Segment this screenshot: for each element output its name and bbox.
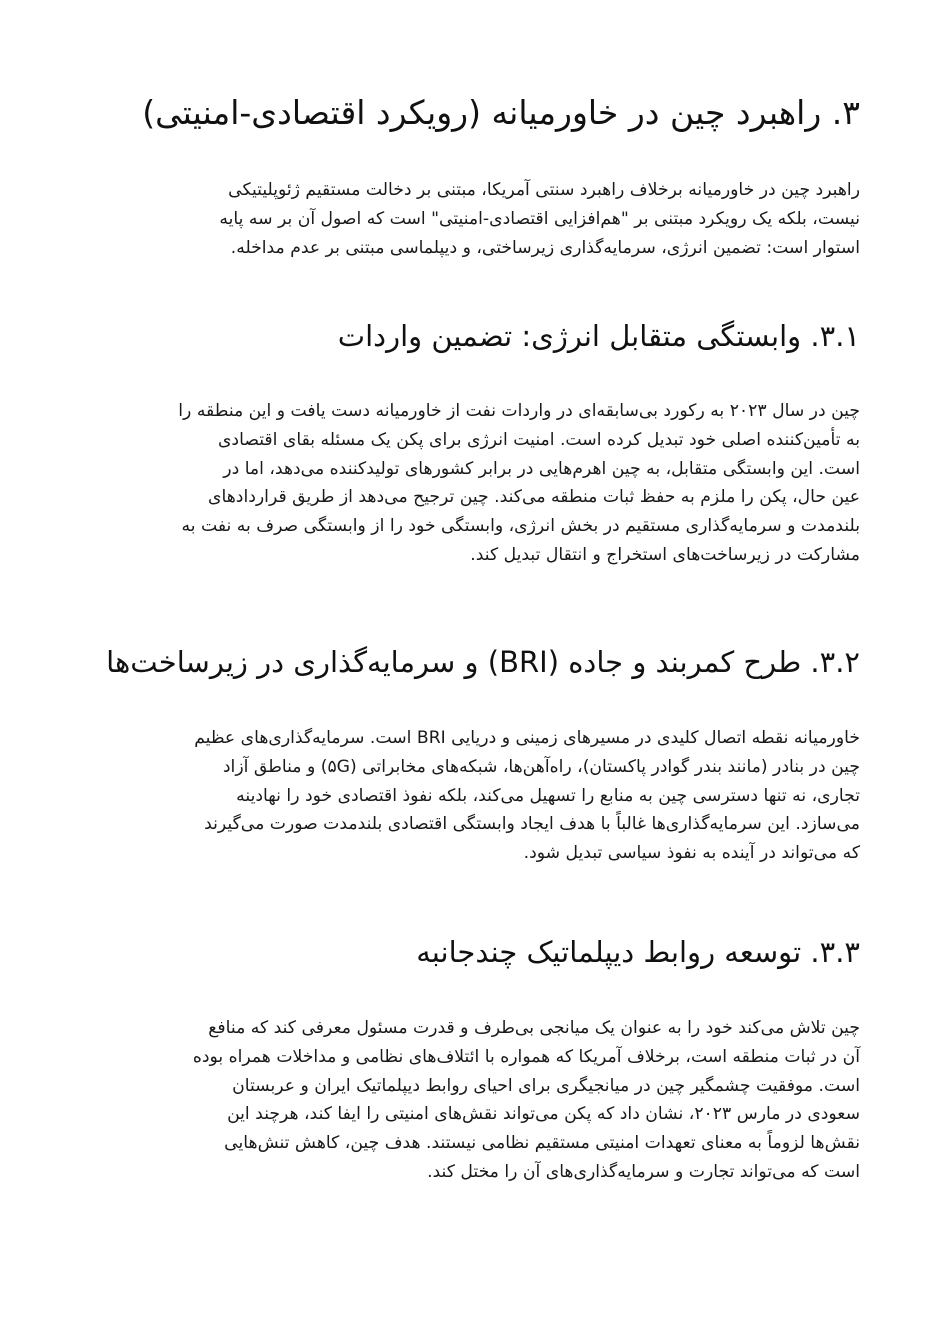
paragraph-line: می‌سازد. این سرمایه‌گذاری‌ها غالباً با هدف ایجاد وابستگی اقتصادی بلندمدت صورت می‌گیرند: [204, 814, 860, 835]
paragraph-line: عین حال، پکن را ملزم به حفظ ثبات منطقه می‌کند. چین ترجیح می‌دهد از طریق قراردادهای: [208, 487, 860, 508]
paragraph-line: آن در ثبات منطقه است، برخلاف آمریکا که همواره با ائتلاف‌های نظامی و مداخلات همراه بوده: [192, 1046, 860, 1067]
paragraph-line: سعودی در مارس ۲۰۲۳، نشان داد که پکن می‌تواند نقش‌های امنیتی را ایفا کند، هرچند این: [227, 1104, 860, 1125]
paragraph-line: خاورمیانه نقطه اتصال کلیدی در مسیرهای زمینی و دریایی BRI است. سرمایه‌گذاری‌های عظیم: [194, 728, 860, 748]
paragraph-line: که می‌تواند در آینده به نفوذ سیاسی تبدیل شود.: [523, 843, 860, 864]
paragraph-line: چین تلاش می‌کند خود را به عنوان یک میانجی بی‌طرف و قدرت مسئول معرفی کند که منافع: [208, 1018, 860, 1038]
paragraph-line: نقش‌ها لزوماً به معنای تعهدات امنیتی مستقیم نظامی نیستند. هدف چین، کاهش تنش‌هایی: [224, 1133, 860, 1154]
section-3-3-paragraph: [70, 1014, 860, 1187]
section-3-2-heading: ۳.۲. طرح کمربند و جاده (BRI) و سرمایه‌گذاری در زیرساخت‌ها: [106, 645, 860, 679]
paragraph-line: نیست، بلکه یک رویکرد مبتنی بر "هم‌افزایی اقتصادی-امنیتی" است که اصول آن بر سه پایه: [219, 208, 860, 229]
section-3-1-paragraph: [70, 397, 860, 570]
paragraph-line: مشارکت در زیرساخت‌های استخراج و انتقال تبدیل کند.: [470, 544, 860, 565]
paragraph-line: راهبرد چین در خاورمیانه برخلاف راهبرد سنتی آمریکا، مبتنی بر دخالت مستقیم ژئوپلیتیکی: [228, 180, 860, 200]
section-3-1-heading: ۳.۱. وابستگی متقابل انرژی: تضمین واردات: [337, 319, 860, 353]
paragraph-line: چین در بنادر (مانند بندر گوادر پاکستان)، راه‌آهن‌ها، شبکه‌های مخابراتی (۵G) و مناطق آزاد: [222, 756, 860, 777]
paragraph-line: استوار است: تضمین انرژی، سرمایه‌گذاری زیرساختی، و دیپلماسی مبتنی بر عدم مداخله.: [230, 237, 860, 258]
paragraph-line: است که می‌تواند تجارت و سرمایه‌گذاری‌های آن را مختل کند.: [427, 1161, 860, 1182]
paragraph-line: بلندمدت و سرمایه‌گذاری مستقیم در بخش انرژی، وابستگی خود را از وابستگی صرف به نفت به: [181, 516, 860, 537]
paragraph-line: تجاری، نه تنها دسترسی چین به منابع را تسهیل می‌کند، بلکه نفوذ اقتصادی خود را نهادینه: [236, 785, 860, 806]
section-3-2-paragraph: [70, 724, 860, 868]
section-3-heading: ۳. راهبرد چین در خاورمیانه (رویکرد اقتصادی-امنیتی): [142, 93, 860, 132]
section-3-3-heading: ۳.۳. توسعه روابط دیپلماتیک چندجانبه: [416, 935, 860, 969]
paragraph-line: است. موفقیت چشمگیر چین در میانجیگری برای احیای روابط دیپلماتیک ایران و عربستان: [232, 1075, 860, 1096]
paragraph-line: است. این وابستگی متقابل، به چین اهرم‌هایی در برابر کشورهای تولیدکننده می‌دهد، اما در: [223, 458, 860, 479]
section-3-paragraph: [70, 176, 860, 262]
paragraph-line: چین در سال ۲۰۲۳ به رکورد بی‌سابقه‌ای در واردات نفت از خاورمیانه دست یافت و این منطقه را: [178, 401, 860, 421]
paragraph-line: به تأمین‌کننده اصلی خود تبدیل کرده است. امنیت انرژی برای پکن یک مسئله بقای اقتصادی: [217, 429, 860, 450]
